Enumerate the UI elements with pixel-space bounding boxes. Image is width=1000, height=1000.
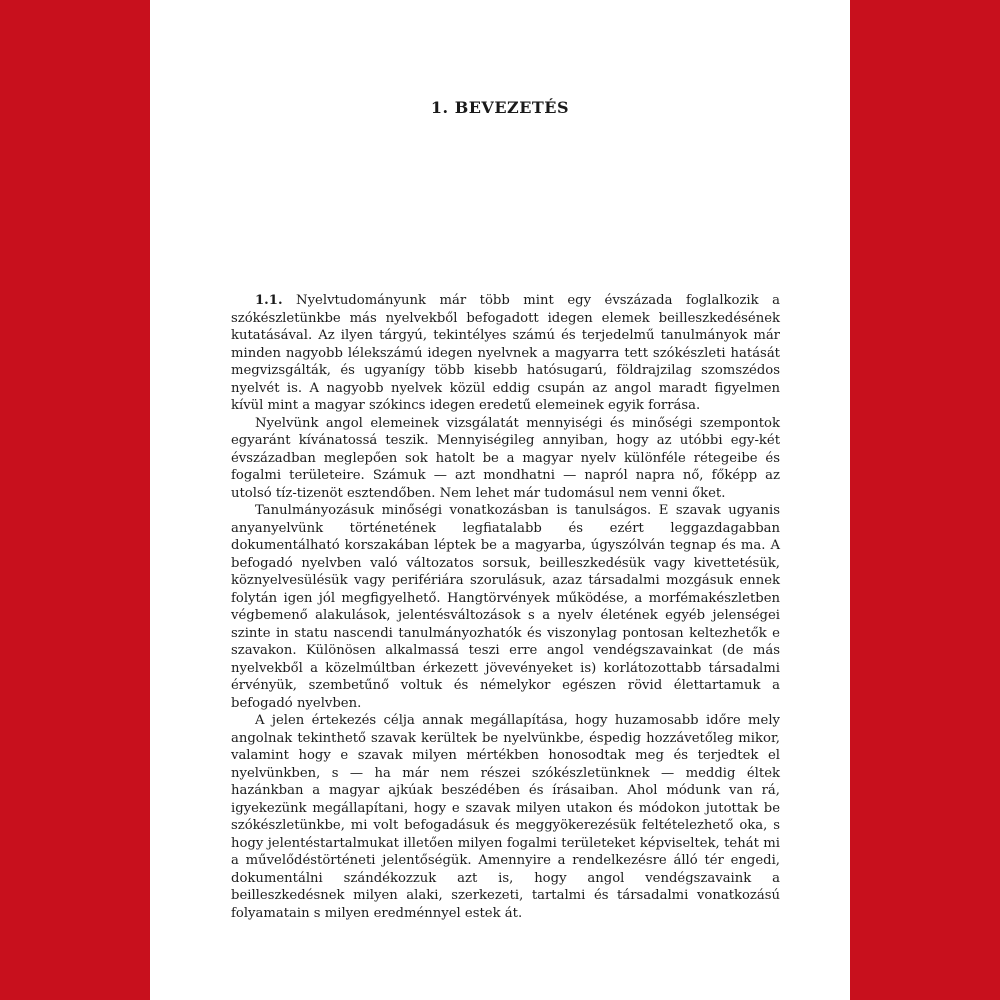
paragraph-1-text: Nyelvtudományunk már több mint egy évszázada foglalkozik a szókészletünkbe más nyelvekből befogadott idegen elemek beilleszkedésének kutatásával. Az ilyen tárgyú, tekintélyes számú és terjedelmű tanulmányok már minden nagyobb lélekszámú idegen nyelvnek a magyarra tett szókészleti hatását megvizsgálták, és ugyanígy több kisebb hatósugarú, földrajzilag szomszédos nyelvét is. A nagyobb nyelvek közül eddig csupán az angol maradt figyelmen kívül mint a magyar szókincs idegen eredetű elemeinek egyik forrása. — [231, 293, 780, 413]
paragraph-4: A jelen értekezés célja annak megállapítása, hogy huzamosabb időre mely angolnak tekinthető szavak kerültek be nyelvünkbe, éspedig hozzávetőleg mikor, valamint hogy e szavak milyen mértékben honosodtak meg és terjedtek el nyelvünkben, s — ha már nem részei szókészletünknek — meddig éltek hazánkban a magyar ajkúak beszédében és írásaiban. Ahol módunk van rá, igyekezünk megállapítani, hogy e szavak milyen utakon és módokon jutottak be szókészletünkbe, mi volt befogadásuk és meggyökerezésük feltételezhető oka, s hogy jelentéstartalmukat illetően milyen fogalmi területeket képviseltek, tehát mi a művelődéstörténeti jelentőségük. Amennyire a rendelkezésre álló tér engedi, dokumentálni szándékozzuk azt is, hogy angol vendégszavaink a beilleszkedésnek milyen alaki, szerkezeti, tartalmi és társadalmi vonatkozású folyamatain s milyen eredménnyel estek át. — [231, 713, 780, 921]
book-page — [150, 0, 850, 1000]
paragraph-2: Nyelvünk angol elemeinek vizsgálatát mennyiségi és minőségi szempontok egyaránt kívánatossá teszik. Mennyiségileg annyiban, hogy az utóbbi egy-két évszázadban meglepően sok hatolt be a magyar nyelv különféle rétegeibe és fogalmi területeire. Számuk — azt mondhatni — napról napra nő, főképp az utolsó tíz-tizenöt esztendőben. Nem lehet már tudomásul nem venni őket. — [231, 415, 780, 501]
paragraph-1 — [231, 292, 780, 415]
section-number: 1.1. — [255, 293, 283, 308]
paragraph-3: Tanulmányozásuk minőségi vonatkozásban is tanulságos. E szavak ugyanis anyanyelvünk történetének legfiatalabb és ezért leggazdagabban dokumentálható korszakában léptek be a magyarba, úgyszólván tegnap és ma. A befogadó nyelvben való változatos sorsuk, beilleszkedésük vagy kivettetésük, köznyelvesülésük vagy perifériára szorulásuk, azaz társadalmi mozgásuk ennek folytán igen jól megfigyelhető. Hangtörvények működése, a morfémakészletben végbemenő alakulások, jelentésváltozások s a nyelv életének egyéb jelenségei szinte in statu nascendi tanulmányozhatók és viszonylag pontosan keltezhetők e szavakon. Különösen alkalmassá teszi erre angol vendégszavainkat (de más nyelvekből a közelmúltban érkezett jövevényeket is) korlátozottabb társadalmi érvényük, szembetűnő voltuk és némelykor egészen rövid élettartamuk a befogadó nyelvben. — [231, 503, 780, 711]
body-text — [231, 292, 780, 922]
chapter-title: 1. BEVEZETÉS — [430, 98, 570, 117]
